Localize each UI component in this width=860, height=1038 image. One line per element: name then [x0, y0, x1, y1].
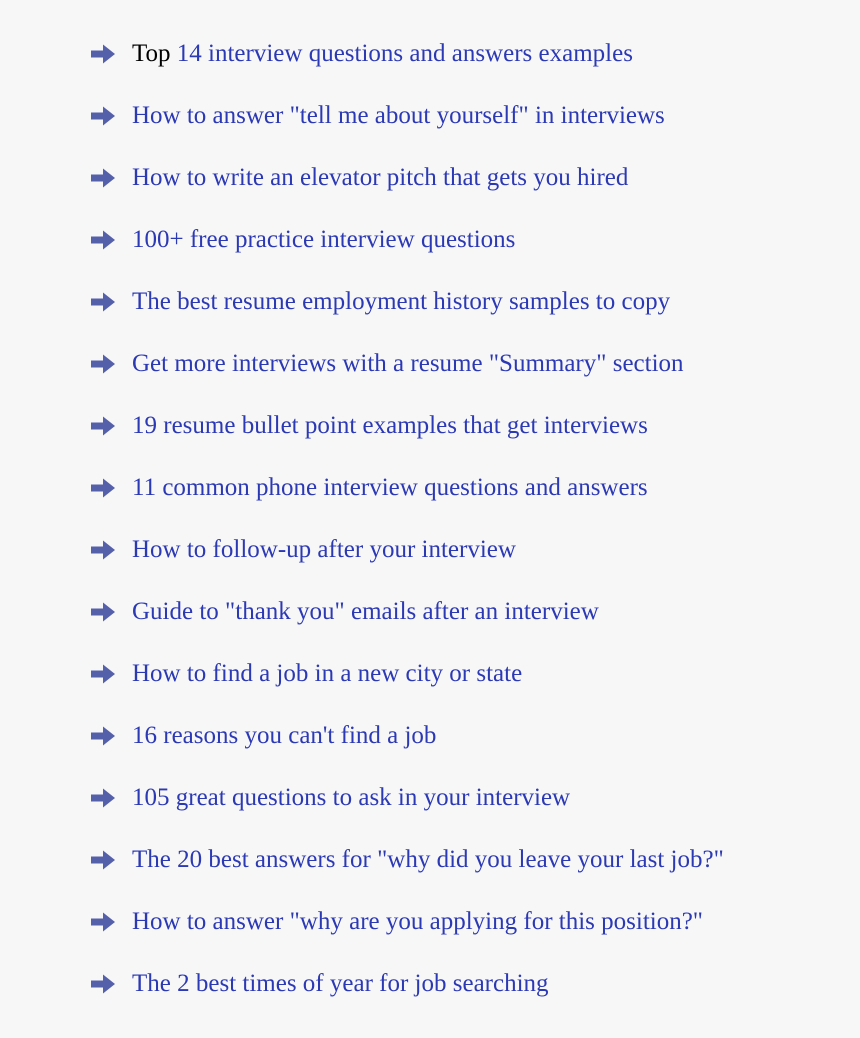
arrow-right-icon	[91, 973, 116, 995]
list-item	[0, 147, 860, 209]
article-link[interactable]: 100+ free practice interview questions	[132, 226, 516, 253]
list-item-text	[132, 969, 549, 999]
list-item-text	[132, 535, 516, 565]
list-item	[0, 519, 860, 581]
list-item	[0, 333, 860, 395]
list-item	[0, 395, 860, 457]
article-link[interactable]: 11 common phone interview questions and answers	[132, 474, 648, 501]
article-link[interactable]: 19 resume bullet point examples that get interviews	[132, 412, 648, 439]
list-item-text	[132, 287, 670, 317]
list-item-text	[132, 845, 724, 875]
list-item-text	[132, 163, 628, 193]
arrow-right-icon	[91, 167, 116, 189]
article-link[interactable]: 105 great questions to ask in your interview	[132, 784, 571, 811]
article-link[interactable]: How to follow-up after your interview	[132, 536, 516, 563]
list-item	[0, 829, 860, 891]
list-item-text	[132, 659, 522, 689]
article-link[interactable]: Get more interviews with a resume "Summary" section	[132, 350, 684, 377]
list-item	[0, 581, 860, 643]
list-item-text	[132, 39, 633, 69]
list-item	[0, 209, 860, 271]
list-item	[0, 85, 860, 147]
list-item	[0, 23, 860, 85]
arrow-right-icon	[91, 353, 116, 375]
article-link[interactable]: How to answer "why are you applying for this position?"	[132, 908, 704, 935]
article-link-list	[0, 23, 860, 1015]
arrow-right-icon	[91, 43, 116, 65]
list-item	[0, 643, 860, 705]
arrow-right-icon	[91, 663, 116, 685]
arrow-right-icon	[91, 787, 116, 809]
article-link[interactable]: The best resume employment history samples to copy	[132, 288, 671, 315]
article-link[interactable]: 14 interview questions and answers examples	[176, 40, 633, 67]
arrow-right-icon	[91, 229, 116, 251]
article-link[interactable]: The 20 best answers for "why did you leave your last job?"	[132, 846, 724, 873]
list-item	[0, 457, 860, 519]
list-item-text	[132, 225, 515, 255]
list-item	[0, 705, 860, 767]
arrow-right-icon	[91, 291, 116, 313]
list-item	[0, 271, 860, 333]
arrow-right-icon	[91, 477, 116, 499]
list-item-text	[132, 473, 648, 503]
article-link[interactable]: How to find a job in a new city or state	[132, 660, 523, 687]
arrow-right-icon	[91, 105, 116, 127]
list-item-text	[132, 101, 665, 131]
list-item-text	[132, 721, 436, 751]
list-item	[0, 891, 860, 953]
arrow-right-icon	[91, 415, 116, 437]
arrow-right-icon	[91, 601, 116, 623]
article-link[interactable]: How to answer "tell me about yourself" in interviews	[132, 102, 665, 129]
list-item	[0, 767, 860, 829]
list-item-prefix: Top	[132, 40, 171, 67]
list-item-text	[132, 907, 703, 937]
arrow-right-icon	[91, 911, 116, 933]
list-item	[0, 953, 860, 1015]
article-link[interactable]: Guide to "thank you" emails after an interview	[132, 598, 599, 625]
article-link[interactable]: 16 reasons you can't find a job	[132, 722, 437, 749]
list-item-text	[132, 349, 684, 379]
arrow-right-icon	[91, 849, 116, 871]
article-link[interactable]: How to write an elevator pitch that gets you hired	[132, 164, 629, 191]
arrow-right-icon	[91, 539, 116, 561]
list-item-text	[132, 783, 570, 813]
list-item-text	[132, 597, 599, 627]
list-item-text	[132, 411, 648, 441]
arrow-right-icon	[91, 725, 116, 747]
article-link[interactable]: The 2 best times of year for job searching	[132, 970, 549, 997]
